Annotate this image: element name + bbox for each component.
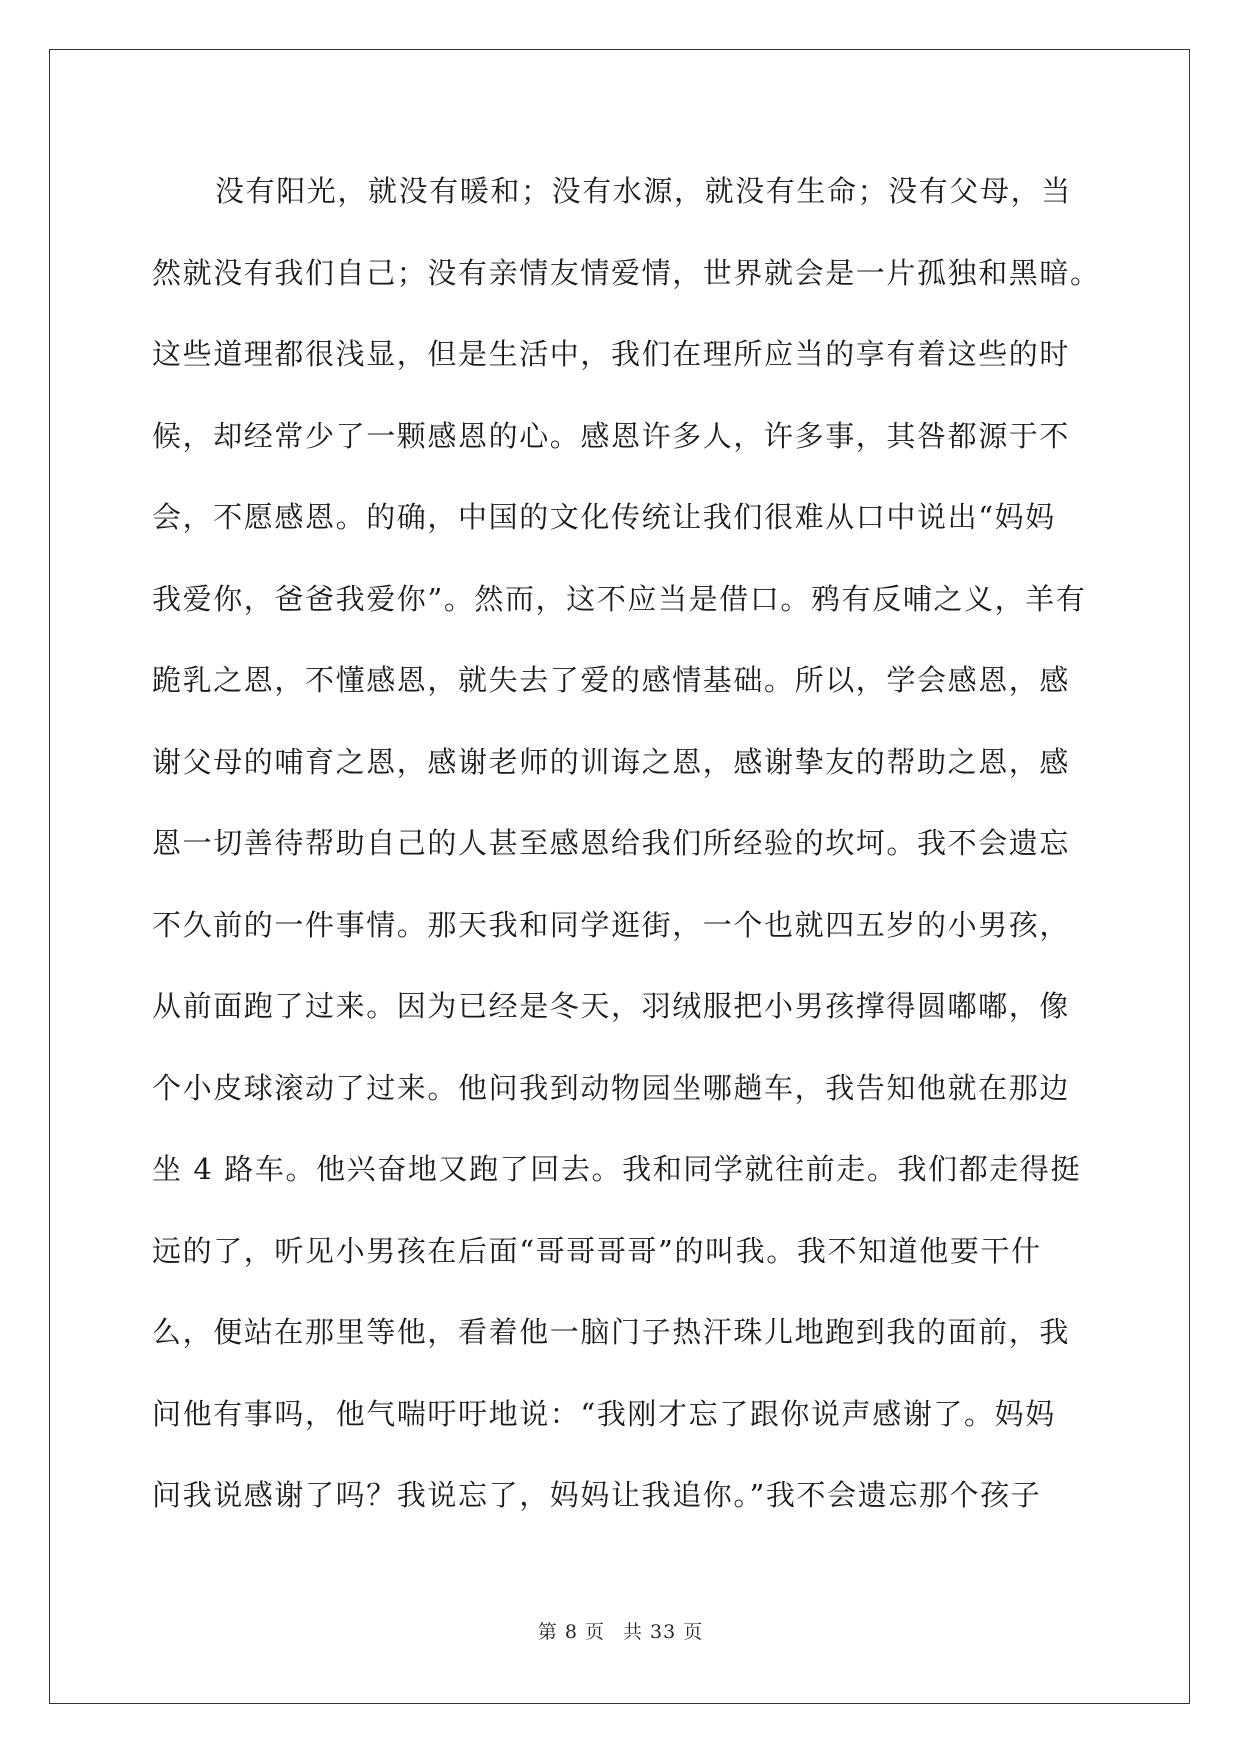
text-line: 么，便站在那里等他，看着他一脑门子热汗珠儿地跑到我的面前，我 — [152, 1315, 1071, 1349]
text-line: 这些道理都很浅显，但是生活中，我们在理所应当的享有着这些的时 — [152, 337, 1071, 371]
body-paragraph — [152, 164, 1101, 1550]
text-line: 坐 4 路车。他兴奋地又跑了回去。我和同学就往前走。我们都走得挺 — [152, 1152, 1082, 1186]
text-line: 会，不愿感恩。的确，中国的文化传统让我们很难从口中说出“妈妈 — [152, 500, 1056, 534]
page-footer — [0, 1617, 1241, 1644]
text-line: 从前面跑了过来。因为已经是冬天，羽绒服把小男孩撑得圆嘟嘟，像 — [152, 989, 1071, 1023]
text-line: 没有阳光，就没有暖和；没有水源，就没有生命；没有父母，当 — [215, 174, 1072, 208]
text-line: 远的了，听见小男孩在后面“哥哥哥哥”的叫我。我不知道他要干什 — [152, 1233, 1042, 1268]
text-line: 谢父母的哺育之恩，感谢老师的训诲之恩，感谢挚友的帮助之恩，感 — [152, 744, 1071, 779]
text-line: 跪乳之恩，不懂感恩，就失去了爱的感情基础。所以，学会感恩，感 — [152, 663, 1071, 697]
page-number: 第 8 页 — [537, 1621, 605, 1643]
text-line: 不久前的一件事情。那天我和同学逛街，一个也就四五岁的小男孩， — [152, 907, 1071, 942]
text-line: 问我说感谢了吗？我说忘了，妈妈让我追你。”我不会遗忘那个孩子 — [152, 1478, 1042, 1512]
text-line: 候，却经常少了一颗感恩的心。感恩许多人，许多事，其咎都源于不 — [152, 418, 1071, 453]
text-line: 个小皮球滚动了过来。他问我到动物园坐哪趟车，我告知他就在那边 — [152, 1070, 1071, 1105]
text-line: 然就没有我们自己；没有亲情友情爱情，世界就会是一片孤独和黑暗。 — [152, 255, 1101, 290]
page-total: 共 33 页 — [622, 1621, 704, 1643]
text-line: 我爱你，爸爸我爱你”。然而，这不应当是借口。鸦有反哺之义，羊有 — [152, 581, 1087, 616]
text-line: 恩一切善待帮助自己的人甚至感恩给我们所经验的坎坷。我不会遗忘 — [152, 826, 1071, 860]
text-line: 问他有事吗，他气喘吁吁地说：“我刚才忘了跟你说声感谢了。妈妈 — [152, 1396, 1056, 1431]
